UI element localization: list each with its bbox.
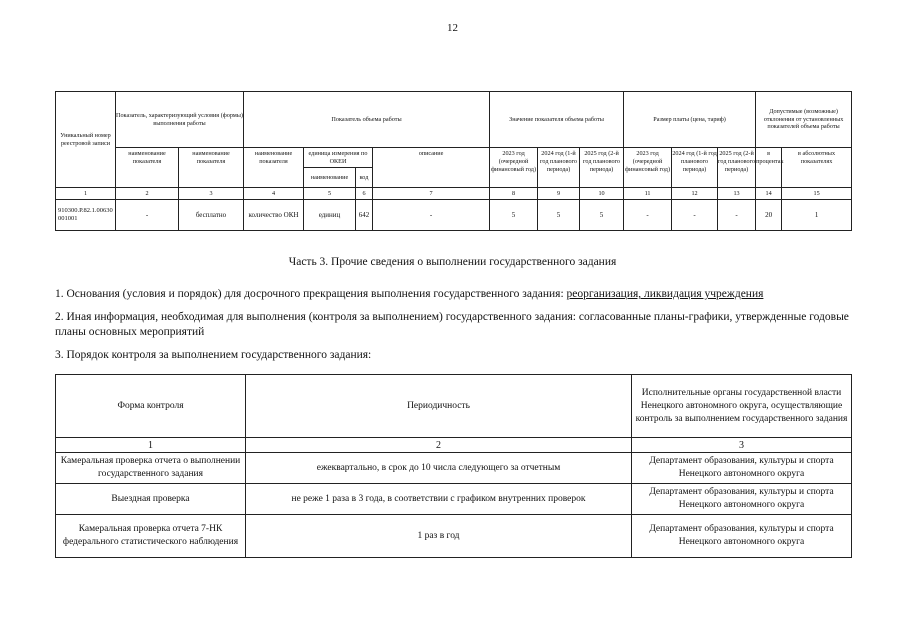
header-unit-code: код [356, 168, 373, 188]
column-number: 4 [244, 188, 304, 200]
header-vv-2025: 2025 год (2-й год планового периода) [580, 148, 624, 188]
table-cell: - [672, 200, 718, 231]
table-cell: 642 [356, 200, 373, 231]
header-periodicity: Периодичность [246, 375, 632, 438]
header-vv-2024: 2024 год (1-й год планового периода) [538, 148, 580, 188]
column-number: 6 [356, 188, 373, 200]
header-fee: Размер платы (цена, тариф) [624, 92, 756, 148]
header-vv-2023: 2023 год (очередной финансовый год) [490, 148, 538, 188]
table-cell: Департамент образования, культуры и спорта Ненецкого автономного округа [632, 515, 852, 558]
header-control-bodies: Исполнительные органы государственной власти Ненецкого автономного округа, осуществляющие контроль за выполнением государственного задания [632, 375, 852, 438]
section-title: Часть 3. Прочие сведения о выполнении государственного задания [288, 256, 617, 268]
column-number: 13 [718, 188, 756, 200]
header-dev-percent: в процентах [756, 148, 782, 188]
paragraph-text: 1. Основания (условия и порядок) для досрочного прекращения выполнения государственного задания: [55, 288, 567, 300]
header-volume: Показатель объема работы [244, 92, 490, 148]
cell-registry-number: 910300.Р.82.1.00630001001 [56, 200, 116, 231]
column-number: 9 [538, 188, 580, 200]
header-fee-2025: 2025 год (2-й год планового периода) [718, 148, 756, 188]
header-deviation: Допустимые (возможные) отклонения от установленных показателей объема работы [756, 92, 852, 148]
work-volume-table [55, 91, 852, 231]
table-cell: 5 [490, 200, 538, 231]
column-number: 8 [490, 188, 538, 200]
table-cell: количество ОКН [244, 200, 304, 231]
paragraph-other-info: 2. Иная информация, необходимая для выполнения (контроля за выполнением) государственного задания: согласованные планы-графики, утвержденные годовые планы основных мероприятий [55, 311, 849, 338]
column-number: 3 [632, 438, 852, 453]
column-number: 14 [756, 188, 782, 200]
header-dev-absolute: в абсолютных показателях [782, 148, 852, 188]
table-cell: 20 [756, 200, 782, 231]
header-control-form: Форма контроля [56, 375, 246, 438]
header-unit: единица измерения по ОКЕИ [304, 148, 373, 168]
header-description: описание [373, 148, 490, 188]
column-number: 12 [672, 188, 718, 200]
table-cell: 5 [538, 200, 580, 231]
table-cell: 1 раз в год [246, 515, 632, 558]
header-cond-name-2: наименование показателя [179, 148, 244, 188]
column-number: 10 [580, 188, 624, 200]
column-number: 5 [304, 188, 356, 200]
header-cond-name-1: наименование показателя [116, 148, 179, 188]
header-unit-name: наименование [304, 168, 356, 188]
page-number: 12 [447, 22, 458, 34]
table-cell: - [373, 200, 490, 231]
header-condition: Показатель, характеризующий условия (формы) выполнения работы [116, 92, 244, 148]
table-row [56, 484, 852, 515]
column-number: 15 [782, 188, 852, 200]
table-cell: Камеральная проверка отчета 7-НК федерального статистического наблюдения [56, 515, 246, 558]
column-number: 1 [56, 188, 116, 200]
paragraph-control-procedure: 3. Порядок контроля за выполнением государственного задания: [55, 349, 372, 361]
header-fee-2024: 2024 год (1-й год планового периода) [672, 148, 718, 188]
table-cell: - [116, 200, 179, 231]
table-cell: - [624, 200, 672, 231]
table-row [56, 200, 852, 231]
table-cell: - [718, 200, 756, 231]
column-number: 2 [246, 438, 632, 453]
header-unique-number: Уникальный номер реестровой записи [56, 92, 116, 188]
table-row [56, 515, 852, 558]
termination-grounds-value: реорганизация, ликвидация учреждения [566, 288, 764, 300]
column-number: 2 [116, 188, 179, 200]
table-cell: бесплатно [179, 200, 244, 231]
header-fee-2023: 2023 год (очередной финансовый год) [624, 148, 672, 188]
table-cell: Камеральная проверка отчета о выполнении государственного задания [56, 453, 246, 484]
table-cell: единиц [304, 200, 356, 231]
column-number: 7 [373, 188, 490, 200]
column-number: 11 [624, 188, 672, 200]
column-number: 1 [56, 438, 246, 453]
table-cell: ежеквартально, в срок до 10 числа следующего за отчетным [246, 453, 632, 484]
table-cell: Департамент образования, культуры и спорта Ненецкого автономного округа [632, 453, 852, 484]
column-number: 3 [179, 188, 244, 200]
header-volume-value: Значение показателя объема работы [490, 92, 624, 148]
table-cell: Выездная проверка [56, 484, 246, 515]
table-cell: Департамент образования, культуры и спорта Ненецкого автономного округа [632, 484, 852, 515]
table-cell: 1 [782, 200, 852, 231]
table-cell: не реже 1 раза в 3 года, в соответствии с графиком внутренних проверок [246, 484, 632, 515]
paragraph-termination-grounds [55, 287, 855, 302]
header-volume-name: наименование показателя [244, 148, 304, 188]
table-cell: 5 [580, 200, 624, 231]
control-table [55, 374, 852, 558]
table-row [56, 453, 852, 484]
